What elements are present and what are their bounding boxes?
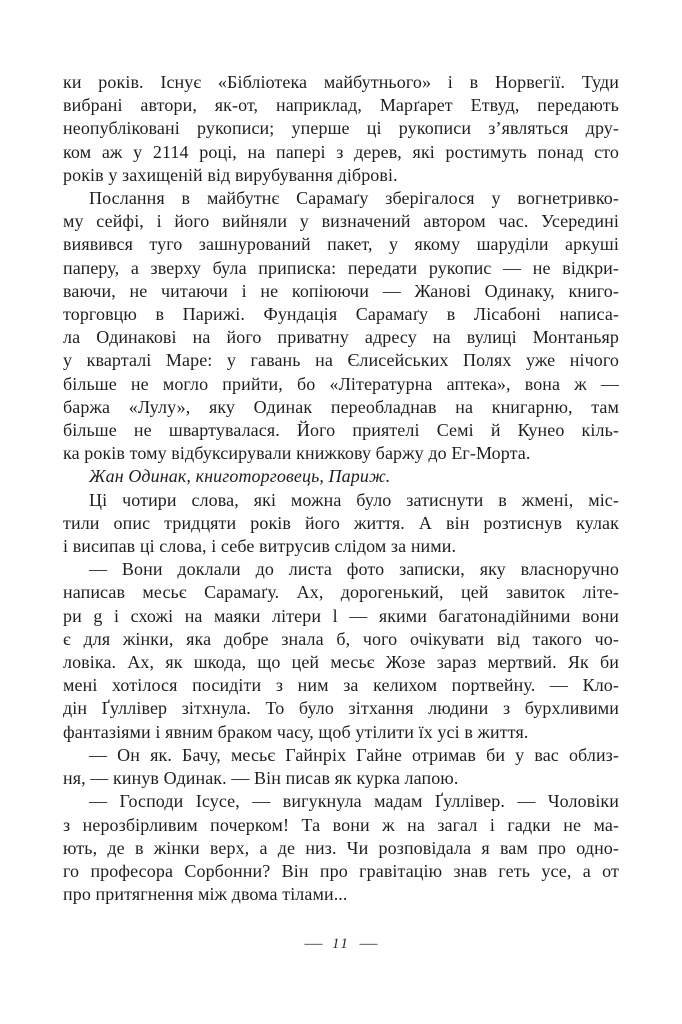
text-line: торговцю в Парижі. Фундація Сарамаґу в Лісабоні написа-: [63, 304, 619, 325]
text-line: про притягнення між двома тілами...: [63, 884, 348, 905]
text-line: баржа «Лулу», яку Одинак переобладнав на книгарню, там: [63, 396, 619, 417]
text-line: фантазіями і явним браком часу, щоб утілити їх усі в життя.: [63, 721, 529, 742]
text-line: більше не швартувалася. Його приятелі Семі й Кунео кіль-: [63, 420, 619, 441]
text-line: написав месьє Сарамаґу. Ах, дорогенький, цей завиток літе-: [63, 582, 619, 603]
text-line: дін Ґуллівер зітхнула. То було зітхання людини з бурхливими: [63, 698, 619, 719]
paragraph: [63, 71, 619, 187]
page-number: 11: [332, 936, 350, 952]
text-line: — Он як. Бачу, месьє Гайнріх Гайне отримав би у вас облиз-: [89, 744, 619, 765]
text-line: ня, — кинув Одинак. — Він писав як курка лапою.: [63, 768, 459, 789]
paragraph: [63, 558, 619, 744]
text-line: го професора Сорбонни? Він про гравітацію знав геть усе, а от: [63, 860, 619, 881]
text-line: — Господи Ісусе, — вигукнула мадам Ґуллівер. — Чоловіки: [89, 791, 619, 812]
text-line: у кварталі Маре: у гавань на Єлисейських Полях уже нічого: [63, 350, 619, 371]
paragraph: [63, 790, 619, 906]
text-line: — Вони доклали до листа фото записки, яку власноручно: [89, 559, 619, 580]
text-line: років у захищеній від вирубування діброві.: [63, 164, 398, 185]
text-line: тили опис тридцяти років його життя. А він розтиснув кулак: [63, 512, 619, 533]
folio-dash-right: —: [359, 936, 378, 952]
text-line: є для жінки, яка добре знала б, чого очікувати від такого чо-: [63, 628, 619, 649]
text-line: з нерозбірливим почерком! Та вони ж на загал і гадки не ма-: [63, 814, 619, 835]
text-line: ваючи, не читаючи і не копіюючи — Жанові Одинаку, книго-: [63, 280, 619, 301]
text-line: і висипав ці слова, і себе витрусив слідом за ними.: [63, 536, 457, 557]
text-line: неопубліковані рукописи; уперше ці рукописи з’являться дру-: [63, 118, 619, 139]
text-line: мені хотілося посидіти з ним за келихом портвейну. — Кло-: [63, 675, 619, 696]
text-line: ри g і схожі на маяки літери l — якими багатонадійними вони: [63, 605, 619, 626]
text-line: Жан Одинак, книготорговець, Париж.: [89, 466, 391, 487]
text-line: ка років тому відбуксирували книжкову баржу до Ег-Морта.: [63, 443, 531, 464]
paragraph: [63, 744, 619, 790]
text-line: ки років. Існує «Бібліотека майбутнього» і в Норвегії. Туди: [63, 72, 619, 92]
text-block: [63, 71, 619, 906]
text-line: Послання в майбутнє Сарамаґу зберігалося у вогнетривко-: [89, 188, 619, 209]
folio-dash-left: —: [304, 936, 323, 952]
paragraph: [63, 489, 619, 559]
text-line: ють, де в жінки верх, а де низ. Чи розповідала я вам про одно-: [63, 837, 619, 858]
text-line: ла Одинакові на його приватну адресу на вулиці Монтаньяр: [63, 327, 619, 348]
text-line: ловіка. Ах, як шкода, що цей месьє Жозе зараз мертвий. Як би: [63, 652, 619, 673]
text-line: ком аж у 2114 році, на папері з дерев, які ростимуть понад сто: [63, 141, 619, 162]
text-line: виявився туго зашнурований пакет, у якому шаруділи аркуші: [63, 234, 619, 255]
text-line: Ці чотири слова, які можна було затиснути в жмені, міс-: [89, 489, 619, 510]
text-line: му сейфі, і його вийняли у визначений автором час. Усередині: [63, 211, 619, 232]
text-line: більше не могло прийти, бо «Літературна аптека», вона ж —: [63, 373, 619, 394]
paragraph: [63, 187, 619, 465]
folio: [0, 936, 682, 953]
text-line: вибрані автори, як-от, наприклад, Марґарет Етвуд, передають: [63, 95, 619, 116]
text-line: паперу, а зверху була приписка: передати рукопис — не відкри-: [63, 257, 619, 278]
paragraph: [63, 465, 619, 488]
